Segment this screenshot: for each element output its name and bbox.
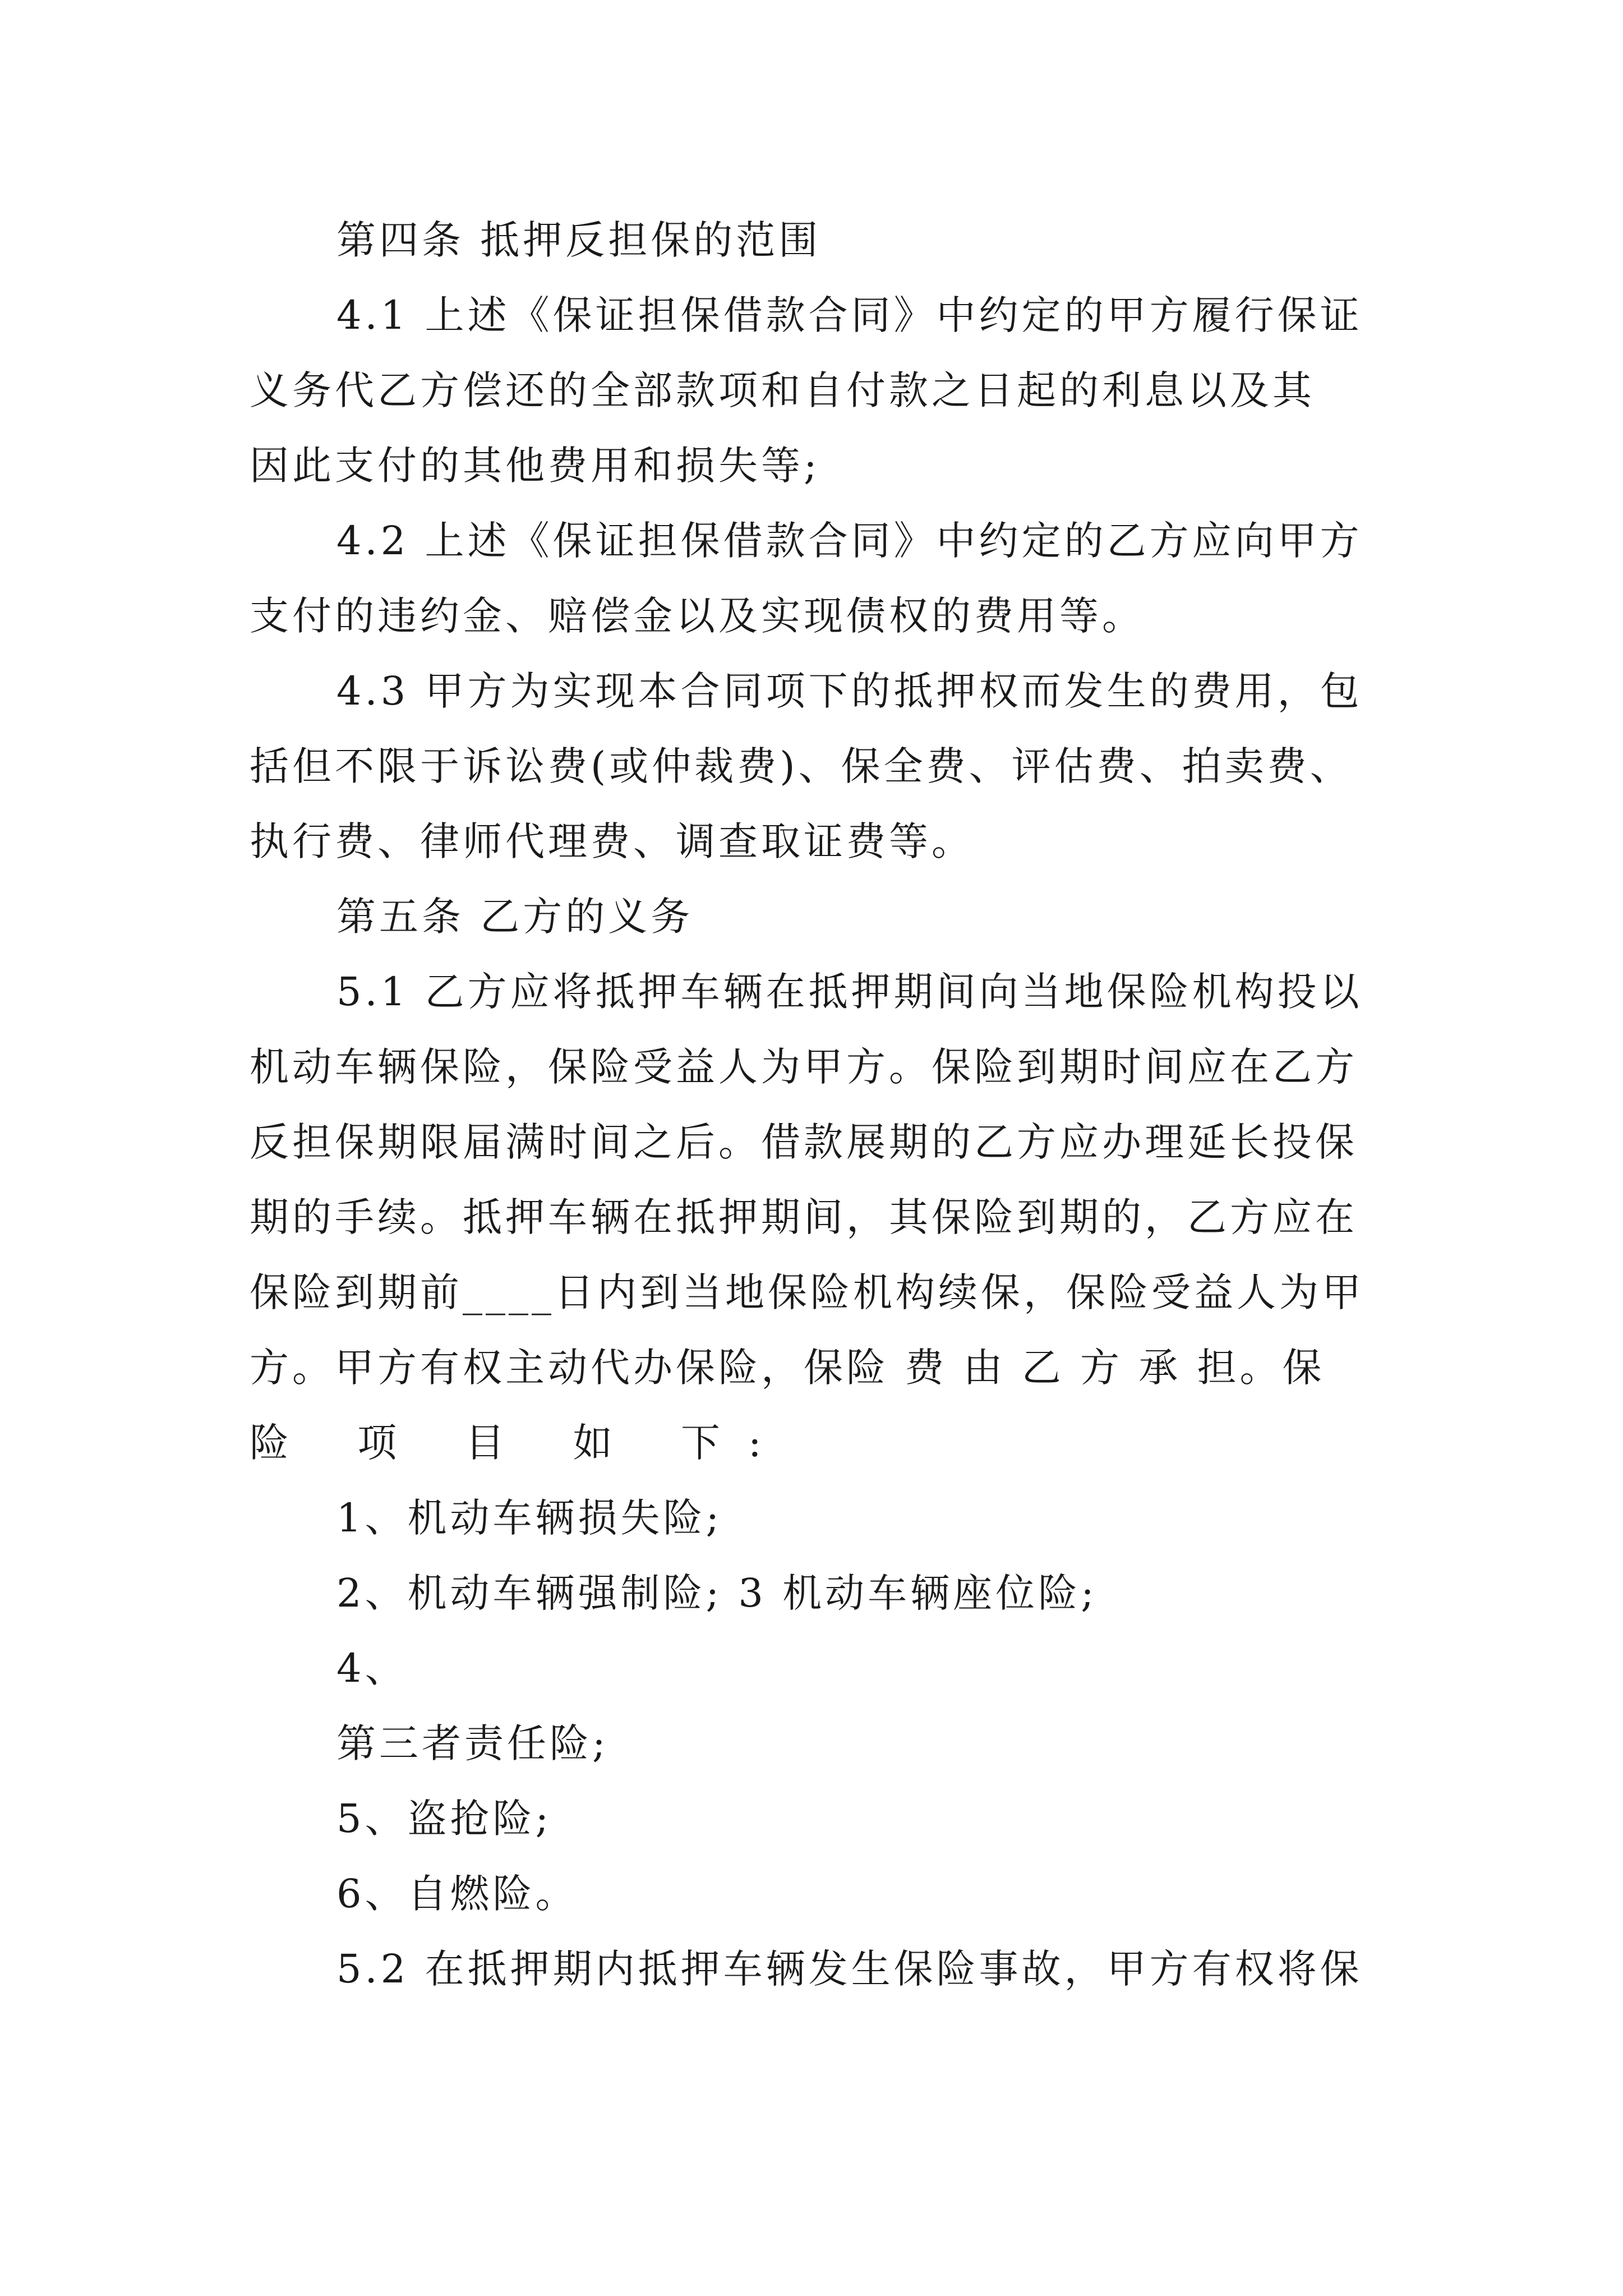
insurance-item-4-text: 第三者责任险; [336, 1720, 609, 1766]
clause-4-3-line-1: 4.3 甲方为实现本合同项下的抵押权而发生的费用，包 [336, 668, 1363, 714]
clause-5-1-line-7: 险 项 目 如 下: [250, 1420, 790, 1466]
clause-5-2-line-1: 5.2 在抵押期内抵押车辆发生保险事故，甲方有权将保 [336, 1946, 1363, 1992]
clause-4-1-line-2: 义务代乙方偿还的全部款项和自付款之日起的利息以及其 [250, 367, 1315, 413]
clause-5-1-line-6: 方。甲方有权主动代办保险，保险 费 由 乙 方 承 担。保 [250, 1345, 1325, 1391]
clause-4-1-line-3: 因此支付的其他费用和损失等; [250, 443, 820, 489]
clause-5-1-line-1: 5.1 乙方应将抵押车辆在抵押期间向当地保险机构投以 [336, 969, 1363, 1015]
article-4-heading: 第四条 抵押反担保的范围 [336, 217, 822, 263]
clause-5-1-line-5: 保险到期前____日内到当地保险机构续保，保险受益人为甲 [250, 1269, 1364, 1315]
article-5-heading: 第五条 乙方的义务 [336, 894, 694, 940]
clause-4-2-line-2: 支付的违约金、赔偿金以及实现债权的费用等。 [250, 593, 1145, 639]
insurance-item-4-number: 4、 [336, 1645, 408, 1691]
clause-4-3-line-3: 执行费、律师代理费、调查取证费等。 [250, 818, 974, 864]
insurance-item-1: 1、机动车辆损失险; [336, 1495, 723, 1541]
clause-5-1-line-2: 机动车辆保险，保险受益人为甲方。保险到期时间应在乙方 [250, 1044, 1358, 1090]
insurance-item-6: 6、自燃险。 [336, 1871, 578, 1917]
clause-4-3-line-2: 括但不限于诉讼费(或仲裁费)、保全费、评估费、拍卖费、 [250, 743, 1353, 789]
insurance-item-5: 5、盗抢险; [336, 1796, 552, 1842]
clause-5-1-line-4: 期的手续。抵押车辆在抵押期间，其保险到期的，乙方应在 [250, 1194, 1358, 1240]
clause-4-2-line-1: 4.2 上述《保证担保借款合同》中约定的乙方应向甲方 [336, 518, 1363, 564]
insurance-item-2-3: 2、机动车辆强制险; 3 机动车辆座位险; [336, 1570, 1098, 1616]
clause-4-1-line-1: 4.1 上述《保证担保借款合同》中约定的甲方履行保证 [336, 292, 1363, 338]
clause-5-1-line-3: 反担保期限届满时间之后。借款展期的乙方应办理延长投保 [250, 1119, 1358, 1165]
